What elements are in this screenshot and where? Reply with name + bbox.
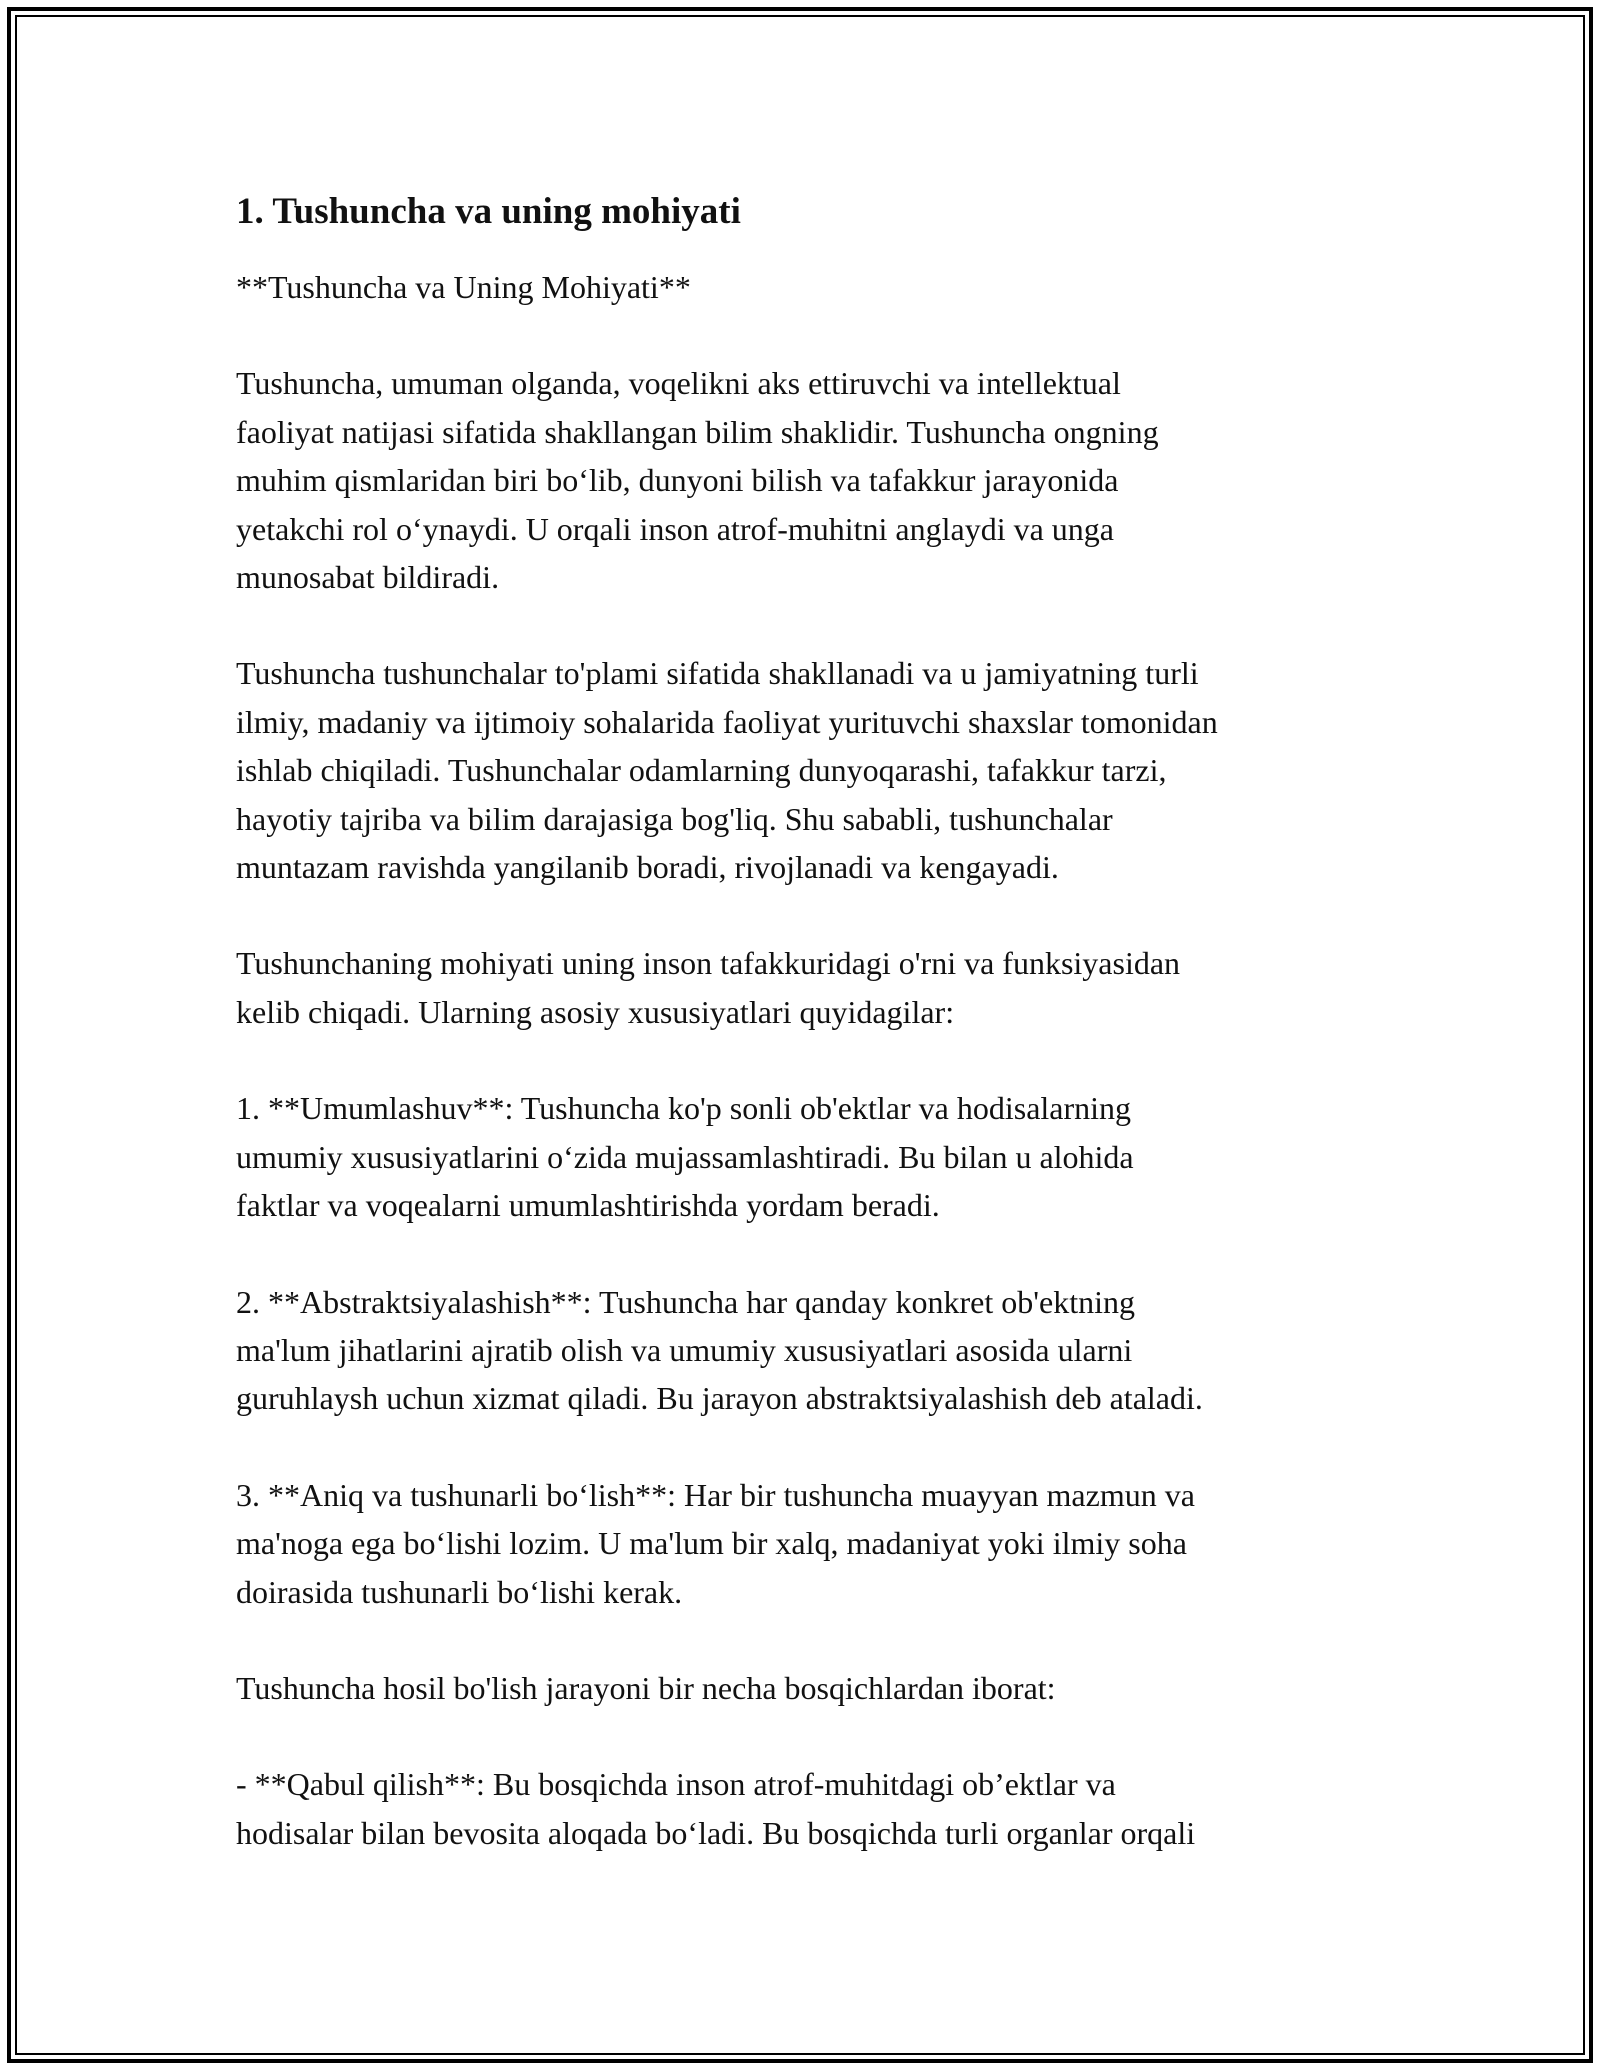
paragraph-line: ma'lum jihatlarini ajratib olish va umumiy xususiyatlari asosida ularni: [236, 1331, 1133, 1368]
paragraph-line: Tushunchaning mohiyati uning inson tafakkuridagi o'rni va funksiyasidan: [236, 945, 1181, 982]
list-item-abstraction: [236, 1278, 1376, 1423]
paragraph-line: Tushuncha, umuman olganda, voqelikni aks ettiruvchi va intellektual: [236, 365, 1121, 402]
paragraph-line: faktlar va voqealarni umumlashtirishda yordam beradi.: [236, 1187, 940, 1224]
paragraph-line: umumiy xususiyatlarini o‘zida mujassamlashtiradi. Bu bilan u alohida: [236, 1138, 1134, 1175]
paragraph-line: Tushuncha tushunchalar to'plami sifatida shakllanadi va u jamiyatning turli: [236, 655, 1199, 692]
paragraph-essence: [236, 939, 1376, 1036]
paragraph-formation: [236, 649, 1376, 891]
paragraph-line: hayotiy tajriba va bilim darajasiga bog'liq. Shu sababli, tushunchalar: [236, 800, 1113, 837]
paragraph-line: munosabat bildiradi.: [236, 559, 500, 596]
list-item-clarity: [236, 1471, 1376, 1616]
paragraph-definition: [236, 359, 1376, 601]
paragraph-line: ishlab chiqiladi. Tushunchalar odamlarning dunyoqarashi, tafakkur tarzi,: [236, 752, 1167, 789]
paragraph-line: muhim qismlaridan biri bo‘lib, dunyoni bilish va tafakkur jarayonida: [236, 462, 1119, 499]
paragraph-line: doirasida tushunarli bo‘lishi kerak.: [236, 1573, 683, 1610]
paragraph-line: 3. **Aniq va tushunarli bo‘lish**: Har bir tushuncha muayyan mazmun va: [236, 1476, 1195, 1513]
paragraph-line: muntazam ravishda yangilanib boradi, rivojlanadi va kengayadi.: [236, 849, 1059, 886]
document-title: 1. Tushuncha va uning mohiyati: [236, 191, 741, 232]
paragraph-line: Tushuncha hosil bo'lish jarayoni bir necha bosqichlardan iborat:: [236, 1669, 1056, 1706]
paragraph-line: kelib chiqadi. Ularning asosiy xususiyatlari quyidagilar:: [236, 993, 955, 1030]
paragraph-line: ma'noga ega bo‘lishi lozim. U ma'lum bir xalq, madaniyat yoki ilmiy soha: [236, 1525, 1187, 1562]
paragraph-line: ilmiy, madaniy va ijtimoiy sohalarida faoliyat yurituvchi shaxslar tomonidan: [236, 703, 1218, 740]
paragraph-line: guruhlaysh uchun xizmat qiladi. Bu jarayon abstraktsiyalashish deb ataladi.: [236, 1380, 1203, 1417]
paragraph-line: yetakchi rol o‘ynaydi. U orqali inson atrof-muhitni anglaydi va unga: [236, 510, 1114, 547]
paragraph-line: 1. **Umumlashuv**: Tushuncha ko'p sonli ob'ektlar va hodisalarning: [236, 1090, 1132, 1127]
list-item-perception: [236, 1760, 1376, 1857]
paragraph-subtitle: [236, 263, 1376, 311]
document-body: [236, 186, 1376, 1905]
paragraph-line: 2. **Abstraktsiyalashish**: Tushuncha har qanday konkret ob'ektning: [236, 1283, 1135, 1320]
paragraph-stages-intro: [236, 1664, 1376, 1712]
paragraph-line: - **Qabul qilish**: Bu bosqichda inson atrof-muhitdagi ob’ektlar va: [236, 1766, 1116, 1803]
list-item-generalization: [236, 1084, 1376, 1229]
paragraph-line: **Tushuncha va Uning Mohiyati**: [236, 269, 691, 305]
paragraph-line: hodisalar bilan bevosita aloqada bo‘ladi. Bu bosqichda turli organlar orqali: [236, 1814, 1196, 1851]
paragraph-line: faoliyat natijasi sifatida shakllangan bilim shaklidir. Tushuncha ongning: [236, 413, 1159, 450]
